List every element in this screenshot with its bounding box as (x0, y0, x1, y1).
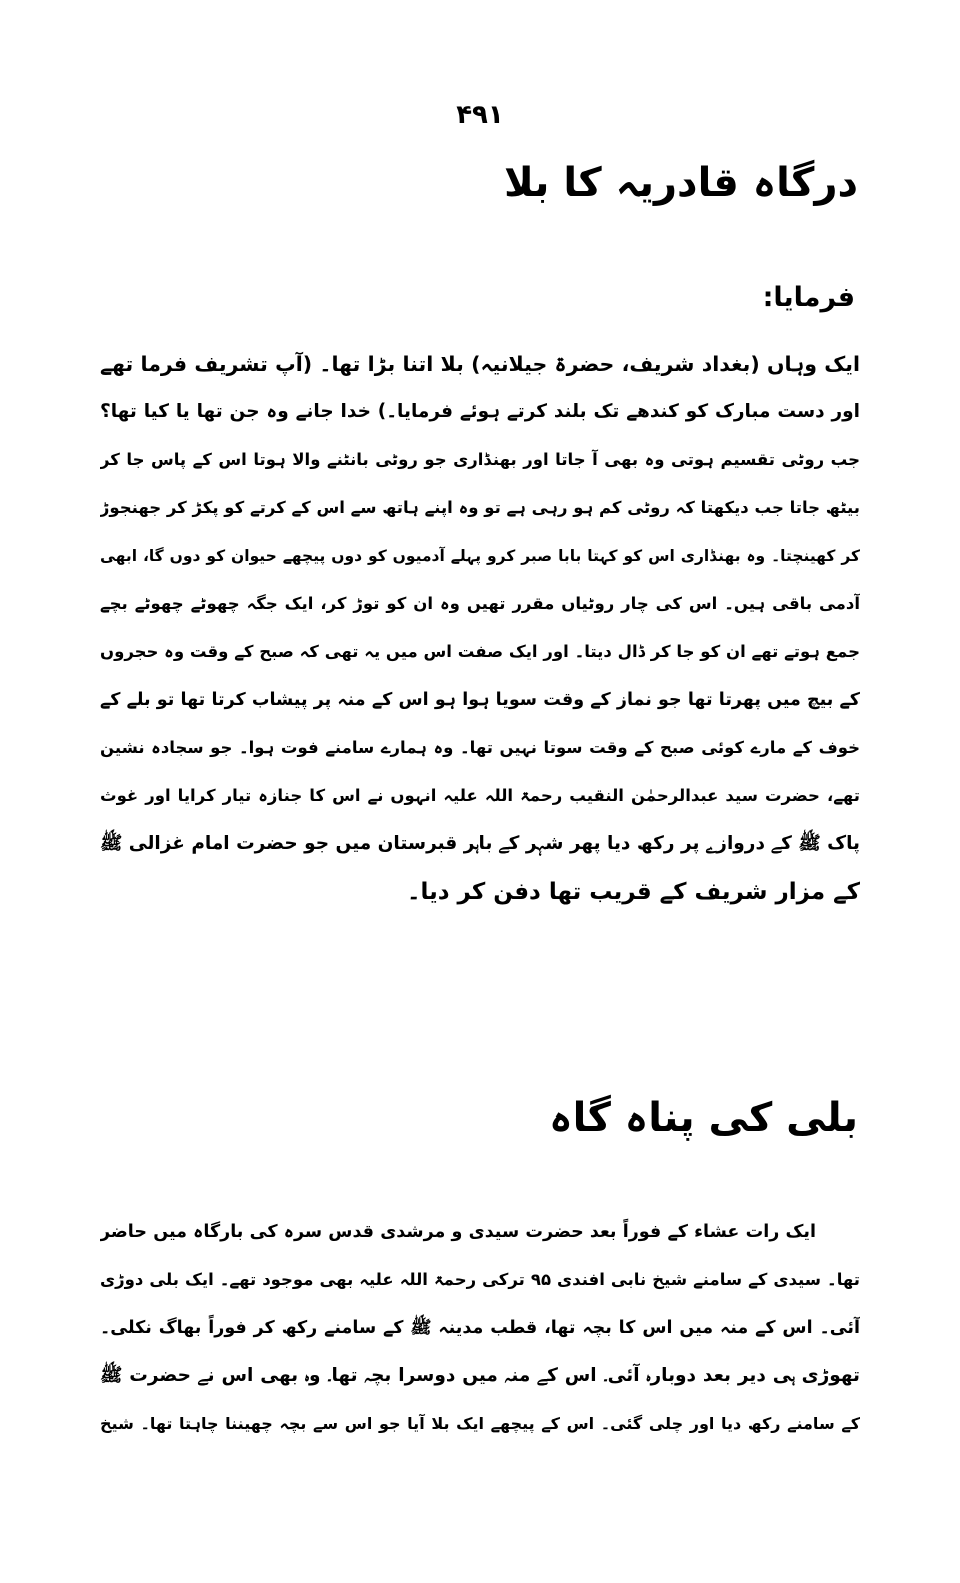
text-line: اور دست مبارک کو کندھے تک بلند کرتے ہوئے فرمایا۔) خدا جانے وہ جن تھا یا کیا تھا؟ (100, 401, 860, 422)
text-line: کے بیچ میں پھرتا تھا جو نماز کے وقت سویا ہوا ہو اس کے منہ پر پیشاب کرتا تھا تو بلے کے (100, 690, 860, 710)
text-line: کے مزار شریف کے قریب تھا دفن کر دیا۔ (407, 879, 860, 905)
section-title-dargah: درگاہ قادریہ کا بلا (504, 160, 858, 206)
text-line: تھے، حضرت سید عبدالرحمٰن النقیب رحمۃ اللہ علیہ انہوں نے اس کا جنازہ تیار کرایا اور غوث (100, 786, 860, 805)
text-line: ایک رات عشاء کے فوراً بعد حضرت سیدی و مرشدی قدس سرہ کی بارگاہ میں حاضر (100, 1222, 816, 1242)
intro-label: فرمایا: (762, 282, 855, 313)
section-title-billi: بلی کی پناہ گاہ (549, 1095, 858, 1141)
text-line: ایک وہاں (بغداد شریف، حضرۃ جیلانیہ) بلا اتنا بڑا تھا۔ (آپ تشریف فرما تھے (100, 352, 860, 376)
paragraph-billi (100, 1208, 860, 1448)
page-number: ۴۹۱ (456, 100, 504, 130)
text-line: جمع ہوتے تھے ان کو جا کر ڈال دیتا۔ اور ایک صفت اس میں یہ تھی کہ صبح کے وقت وہ حجروں (100, 642, 860, 661)
text-line: خوف کے مارے کوئی صبح کے وقت سوتا نہیں تھا۔ وہ ہمارے سامنے فوت ہوا۔ جو سجادہ نشین (100, 738, 860, 757)
text-line: تھا۔ سیدی کے سامنے شیخ نابی افندی ۹۵ ترکی رحمۃ اللہ علیہ بھی موجود تھے۔ ایک بلی دوڑی (100, 1270, 860, 1289)
text-line: بیٹھ جاتا جب دیکھتا کہ روٹی کم ہو رہی ہے تو وہ اپنے ہاتھ سے اس کے کرتے کو پکڑ کر جھنجوڑ (100, 498, 860, 517)
text-line: آئی۔ اس کے منہ میں اس کا بچہ تھا، قطب مدینہ ﷺ کے سامنے رکھ کر فوراً بھاگ نکلی۔ (100, 1318, 860, 1338)
text-line: کر کھینچتا۔ وہ بھنڈاری اس کو کہتا بابا صبر کرو پہلے آدمیوں کو دوں پیچھے حیوان کو دوں گا، ابھی (100, 547, 860, 565)
text-line: جب روٹی تقسیم ہوتی وہ بھی آ جاتا اور بھنڈاری جو روٹی بانٹنے والا ہوتا اس کے پاس جا کر (100, 450, 860, 469)
paragraph-dargah (100, 340, 860, 916)
text-line: تھوڑی ہی دیر بعد دوبارہ آئی۔ اس کے منہ میں دوسرا بچہ تھا۔ وہ بھی اس نے حضرت ﷺ (100, 1365, 860, 1386)
text-line: کے سامنے رکھ دیا اور چلی گئی۔ اس کے پیچھے ایک بلا آیا جو اس سے بچہ چھیننا چاہتا تھا۔ شیخ (100, 1414, 860, 1433)
text-line: آدمی باقی ہیں۔ اس کی چار روٹیاں مقرر تھیں وہ ان کو توڑ کر، ایک جگہ چھوٹے چھوٹے بچے (100, 594, 860, 613)
text-line: پاک ﷺ کے دروازے پر رکھ دیا پھر شہر کے باہر قبرستان میں جو حضرت امام غزالی ﷺ (100, 833, 860, 854)
